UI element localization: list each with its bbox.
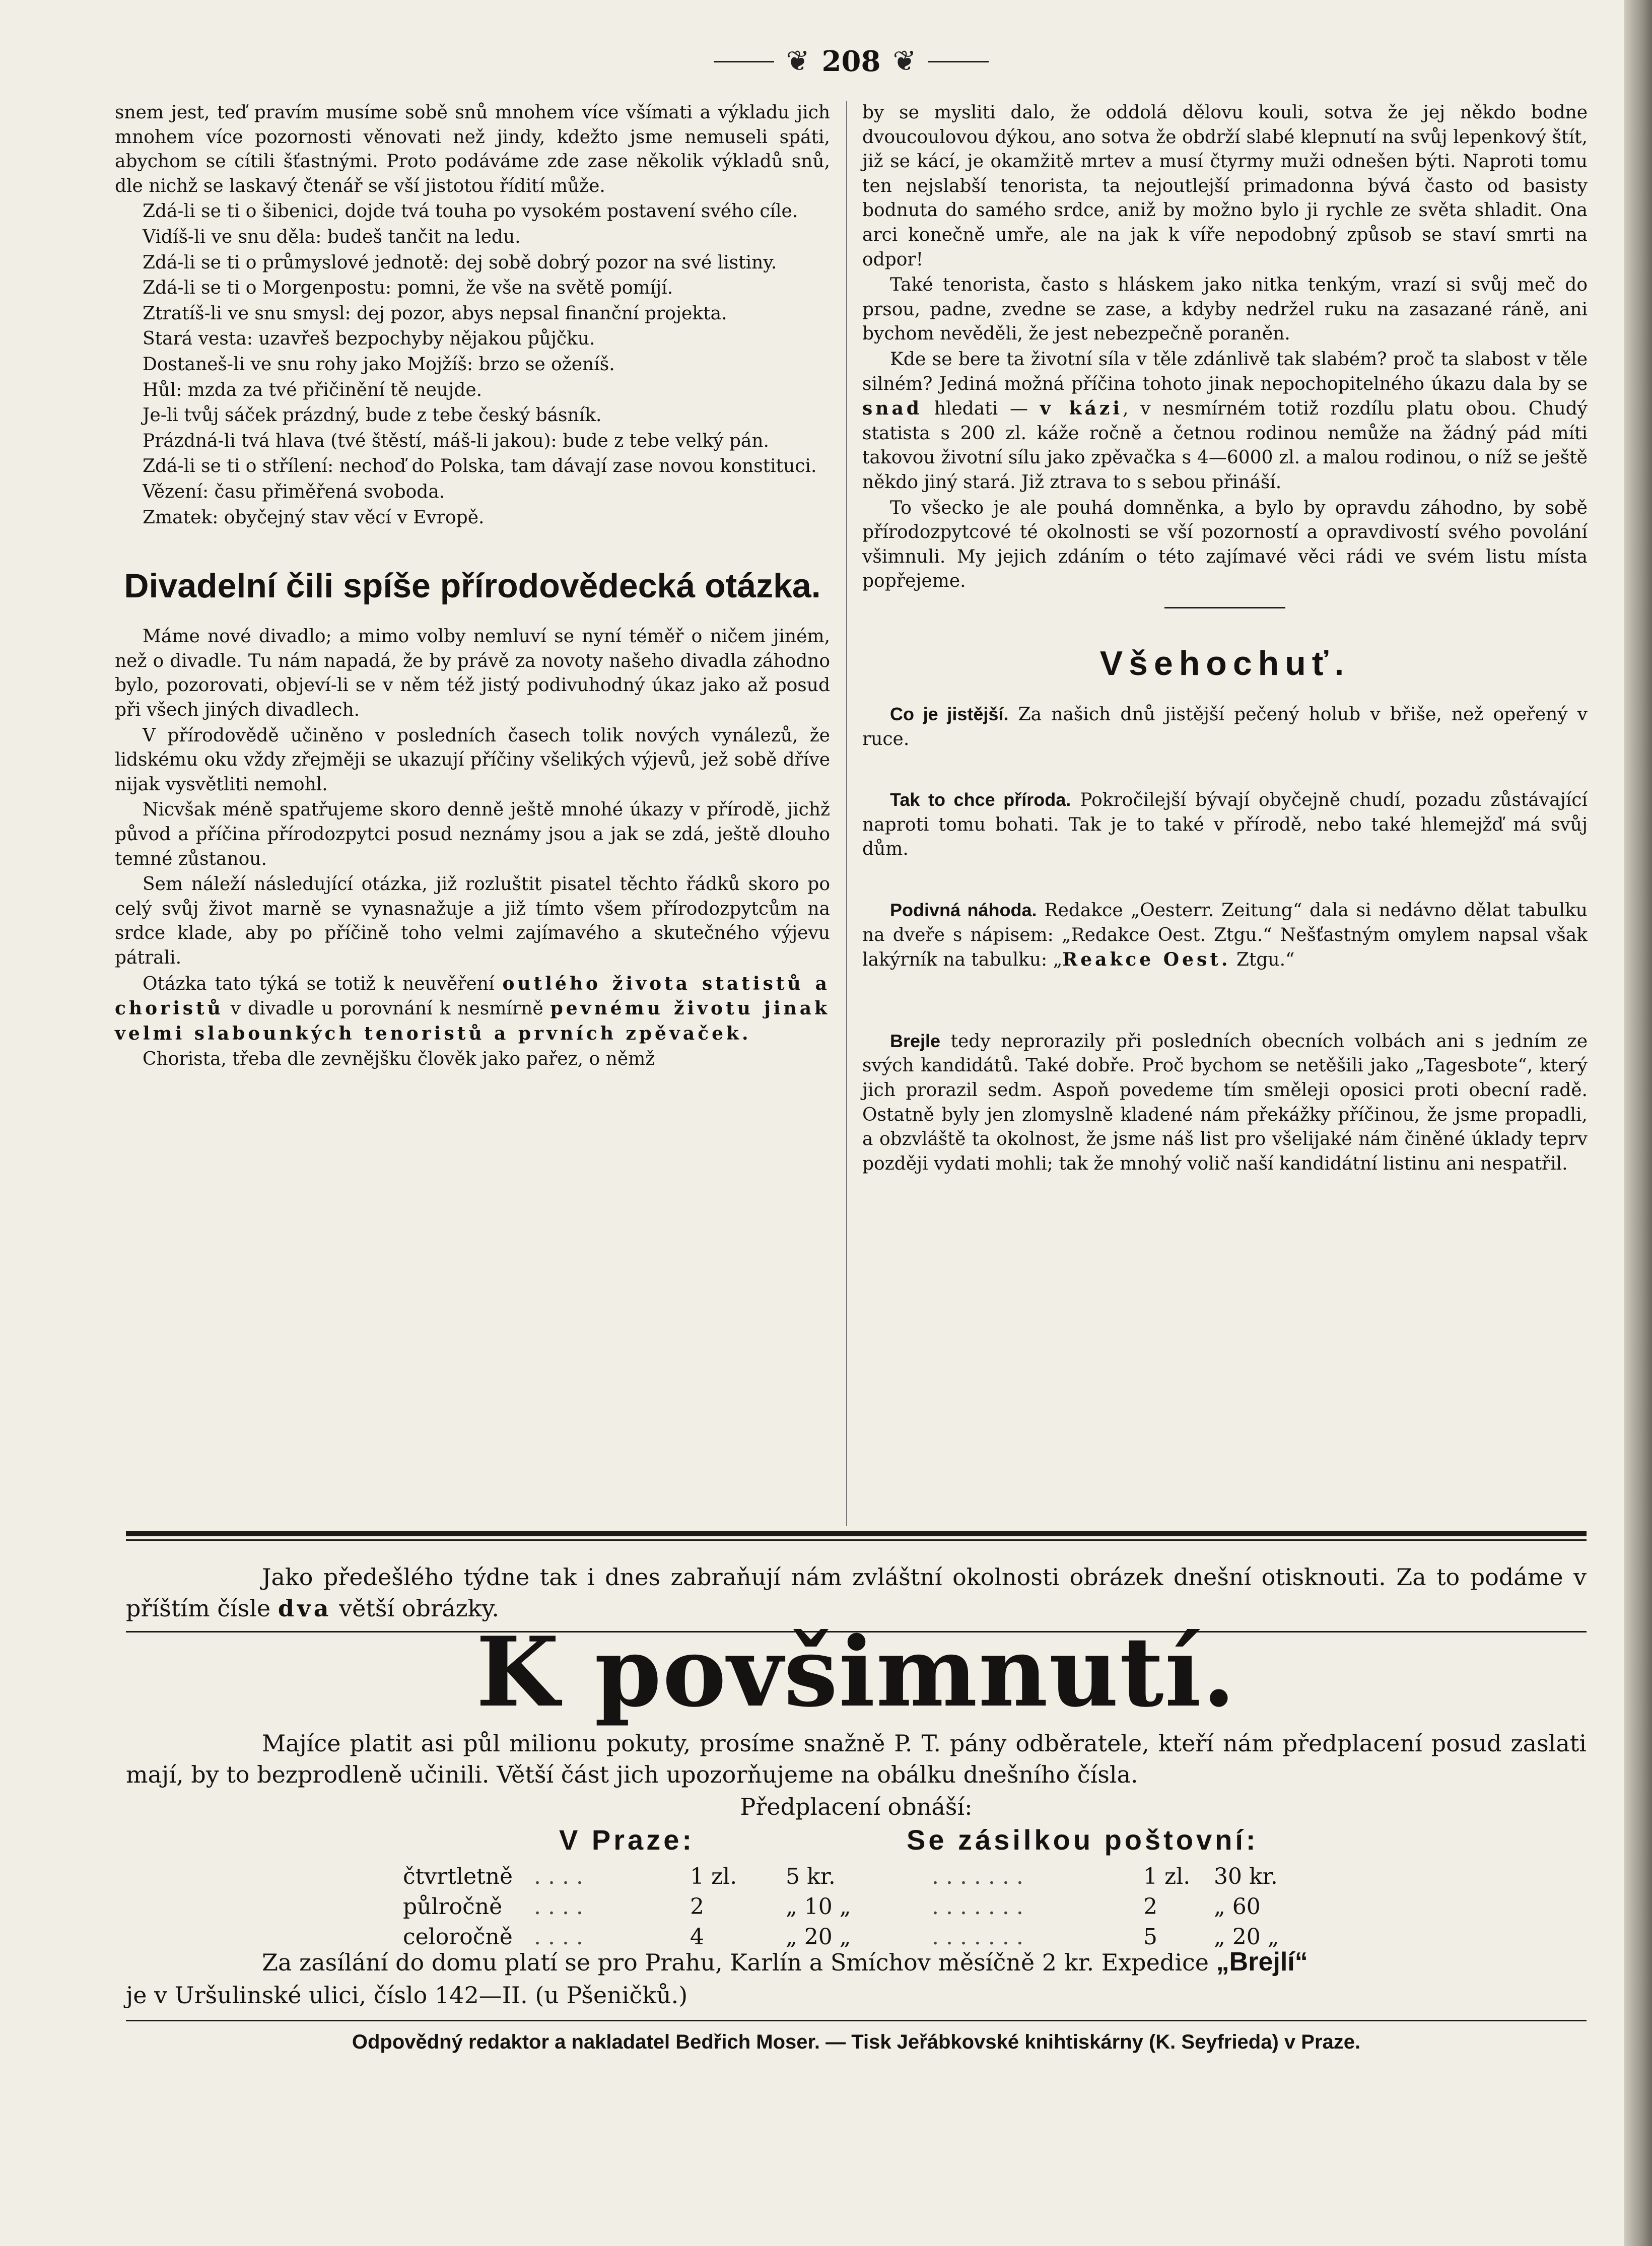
- puzzle-paragraph: [862, 348, 1588, 495]
- price-kr: „ 20 „: [786, 1924, 851, 1950]
- mail-zl: 1 zl.: [1143, 1864, 1191, 1889]
- miscellany-item: [862, 1029, 1588, 1177]
- imprint-divider: [126, 2020, 1587, 2021]
- price-period: půlročně: [403, 1894, 503, 1920]
- item-emphasis: Reakce Oest.: [1062, 949, 1231, 971]
- theatre-paragraph: by se mysliti dalo, že oddolá dělovu kouli, sotva že jej někdo bodne dvoucoulovou dýkou, ano sotva že obdrží slabé klepnutí na svůj lepenkový štít, již se kácí, je okamžitě mrtev a musí čtyrmy muži odnešen býti. Naproti tomu ten nejslabší tenorista, ta nejoutlejší primadonna bývá často od basisty bodnuta do samého srdce, aniž by možno bylo ji rychle ze světa shladit. Ona arci konečně umře, ale na jak k víře nepodobný způsob se staví smrti na odpor!: [862, 102, 1588, 270]
- price-kr: 5 kr.: [786, 1864, 836, 1889]
- spacer: [862, 863, 1588, 898]
- theatre-paragraph: Máme nové divadlo; a mimo volby nemluví se nyní téměř o ničem jiném, než o divadle. Tu nám napadá, že by právě za novoty našeho divadla záhodno bylo, pozorovati, objeví-li se v něm též jistý podivuhodný úkaz jako až posud při všech jiných divadlech.: [115, 626, 830, 721]
- item-text: Pokročilejší bývají obyčejně chudí, pozadu zůstávající naproti tomu bohati. Tak je to také v přírodě, nebo také hlemejžď má svůj dům.: [862, 790, 1588, 860]
- dot-leader: . . . .: [534, 1924, 583, 1950]
- dream-paragraph: Vězení: času přiměřená svoboda.: [143, 481, 445, 502]
- mail-price-heading: Se zásilkou poštovní:: [907, 1824, 1259, 1856]
- dream-paragraph: Je-li tvůj sáček prázdný, bude z tebe český básník.: [143, 405, 602, 426]
- theatre-paragraph: V přírodovědě učiněno v posledních časech tolik nových vynálezů, že lidskému oku vždy zřejměji se ukazují příčiny všelikých výjevů, jež sobě dříve nijak vysvětliti nemohl.: [115, 725, 830, 795]
- item-text: Ztgu.“: [1230, 949, 1295, 971]
- question-emphasis: outlého života statistů a choristů: [115, 973, 830, 1019]
- dot-leader: . . . . . . .: [932, 1924, 1023, 1950]
- ornament-icon: ❦: [786, 45, 810, 78]
- prague-price-heading: V Praze:: [559, 1824, 695, 1856]
- dream-paragraph: Zmatek: obyčejný stav věcí v Evropě.: [143, 507, 485, 528]
- notice-paragraph: [126, 1561, 1587, 1624]
- question-text: v divadle u porovnání k nesmírně: [230, 998, 543, 1019]
- section-rule: [1164, 607, 1285, 608]
- miscellany-item: [862, 702, 1588, 752]
- mail-kr: „ 60: [1214, 1894, 1261, 1920]
- dot-leader: . . . . . . .: [932, 1864, 1023, 1889]
- dream-paragraph: Zdá-li se ti o šibenici, dojde tvá touha po vysokém postavení svého cíle.: [143, 201, 798, 222]
- notice-emphasis: dva: [278, 1595, 332, 1622]
- puzzle-text: hledati —: [934, 398, 1028, 420]
- ornament-icon: ❦: [892, 45, 917, 78]
- delivery-paragraph: [126, 1944, 1587, 1980]
- puzzle-emphasis: v kázi: [1040, 398, 1123, 420]
- page-number: 208: [821, 45, 881, 78]
- item-lead: Brejle: [890, 1030, 941, 1051]
- mail-kr: „ 20 „: [1214, 1924, 1279, 1950]
- page-header: [640, 41, 1063, 82]
- price-kr: „ 10 „: [786, 1894, 851, 1920]
- puzzle-paragraph: To všecko je ale pouhá domněnka, a bylo by opravdu záhodno, by sobě přírodozpytcové té okolnosti se vší pozorností a opravdivostí svého povolání všimnuli. My jejich zdáním o této zajímavé věci rádi ve svém listu místa popřejeme.: [862, 497, 1588, 592]
- section-divider-thin: [126, 1539, 1587, 1541]
- brand-name: „Brejlí“: [1216, 1947, 1308, 1977]
- header-rule-left: [714, 61, 774, 62]
- price-period: čtvrtletně: [403, 1864, 513, 1889]
- dream-paragraph: Stará vesta: uzavřeš bezpochyby nějakou půjčku.: [143, 328, 595, 350]
- dream-paragraph: Hůl: mzda za tvé přičinění tě neujde.: [143, 379, 483, 400]
- puzzle-text: Kde se bere ta životní síla v těle zdánlivě tak slabém? proč ta slabost v těle silném? Jediná možná příčina tohoto jinak nepochopitelného úkazu dala by se: [862, 349, 1588, 394]
- dream-paragraph: Ztratíš-li ve snu smysl: dej pozor, abys nepsal finanční projekta.: [143, 303, 727, 324]
- notice-end: větší obrázky.: [339, 1595, 499, 1622]
- notice-body: Jako předešlého týdne tak i dnes zabraňují nám zvláštní okolnosti obrázek dnešní otisknouti. Za to podáme v příštím čísle: [126, 1563, 1587, 1622]
- spacer: [862, 753, 1588, 788]
- mail-kr: 30 kr.: [1214, 1864, 1278, 1889]
- dream-paragraph: Prázdná-li tvá hlava (tvé štěstí, máš-li jakou): bude z tebe velký pán.: [143, 430, 770, 451]
- puzzle-emphasis: snad: [862, 398, 922, 420]
- mail-zl: 5: [1143, 1924, 1157, 1950]
- right-column: [862, 101, 1588, 1177]
- price-zl: 1 zl.: [690, 1864, 737, 1889]
- price-zl: 2: [690, 1894, 704, 1920]
- delivery-body: Za zasílání do domu platí se pro Prahu, Karlín a Smíchov měsíčně 2 kr. Expedice: [262, 1949, 1209, 1976]
- theatre-paragraph: Sem náleží následující otázka, již rozluštit pisatel těchto řádků skoro po celý svůj život marně se vynasnažuje a již tímto všem přírodozpytcům na srdce klade, aby po příčině toho velmi zajímavého a skutečného výjevu pátrali.: [115, 874, 830, 968]
- imprint: Odpovědný redaktor a nakladatel Bedřich Moser. — Tisk Jeřábkovské knihtiskárny (K. Seyfrieda) v Praze.: [352, 2031, 1361, 2053]
- dream-paragraph: Vidíš-li ve snu děla: budeš tančit na ledu.: [143, 226, 521, 247]
- dream-paragraph: Dostaneš-li ve snu rohy jako Mojžíš: brzo se oženíš.: [143, 354, 615, 375]
- left-column: [115, 101, 830, 1073]
- dot-leader: . . . . . . .: [932, 1894, 1023, 1920]
- theatre-question-paragraph: [115, 972, 830, 1047]
- section-title-theatre: Divadelní čili spíše přírodovědecká otázka.: [124, 567, 821, 605]
- item-lead: Co je jistější.: [890, 704, 1009, 725]
- section-divider: [126, 1531, 1587, 1536]
- section-title-vsehochut: Všehochuť.: [1099, 644, 1350, 683]
- subscription-label: Předplacení obnáší:: [740, 1793, 973, 1820]
- address-line: je v Uršulinské ulici, číslo 142—II. (u Pšeničků.): [126, 1982, 688, 2009]
- price-zl: 4: [690, 1924, 704, 1950]
- price-period: celoročně: [403, 1924, 513, 1950]
- notice-text: [126, 1561, 1587, 1624]
- miscellany-item: [862, 788, 1588, 862]
- announcement-title: K povšimnutí.: [476, 1616, 1236, 1728]
- puzzle-text: , v nesmírném totiž rozdílu platu obou. Chudý statista s 200 zl. káže ročně a četnou rodinou nemůže na žádný pád míti takovou životní sílu jako zpěvačka s 4—6000 zl. a malou rodinou, o níž se ještě někdo jiný stará. Již ztrava to s sebou přináší.: [862, 398, 1588, 493]
- spacer: [862, 974, 1588, 1029]
- miscellany-item: [862, 898, 1588, 973]
- theatre-paragraph: Chorista, třeba dle zevnějšku člověk jako pařez, o němž: [143, 1049, 655, 1070]
- book-spine-shadow: [1624, 0, 1652, 2246]
- item-lead: Podivná náhoda.: [890, 900, 1037, 921]
- item-lead: Tak to chce příroda.: [890, 789, 1071, 810]
- theatre-paragraph: Také tenorista, často s hláskem jako nitka tenkým, vrazí si svůj meč do prsou, padne, zvedne se zase, a kdyby nedržel ruku na zasazané ráně, ani bychom nevěděli, že jest nebezpečně poraněn.: [862, 275, 1588, 345]
- theatre-paragraph: Nicvšak méně spatřujeme skoro denně ještě mnohé úkazy v přírodě, jichž původ a příčina přírodozpytci posud neznámy jsou a jak se zdá, ještě dlouho temné zůstanou.: [115, 799, 830, 869]
- dot-leader: . . . .: [534, 1894, 583, 1920]
- dot-leader: . . . .: [534, 1864, 583, 1889]
- header-rule-right: [928, 61, 989, 62]
- item-text: tedy neprorazily při posledních obecních volbách ani s jedním ze svých kandidátů. Také dobře. Proč bychom se netěšili jako „Tagesbote“, který jich prorazil sedm. Aspoň povedeme tím směleji oposici proti obecní radě. Ostatně byly jen zlomyslně kladené nám překážky příčinou, že jsme propadli, a obzvláště ta okolnost, že jsme náš list pro všelijaké nám činěné úklady teprv později vydati mohli; tak že mnohý volič naší kandidátní listinu ani nespatřil.: [862, 1031, 1588, 1174]
- dream-paragraph: Zdá-li se ti o Morgenpostu: pomni, že vše na světě pomíjí.: [143, 278, 673, 299]
- column-divider: [846, 101, 847, 1526]
- dream-paragraph: Zdá-li se ti o průmyslové jednotě: dej sobě dobrý pozor na své listiny.: [143, 252, 777, 273]
- announcement-text: [126, 1728, 1587, 1790]
- item-text: Za našich dnů jistější pečený holub v břiše, než opeřený v ruce.: [862, 704, 1588, 750]
- announcement-paragraph: Majíce platit asi půl milionu pokuty, prosíme snažně P. T. pány odběratele, kteří nám předplacení posud zaslati mají, by to bezprodleně učinili. Větší část jich upozorňujeme na obálku dnešního čísla.: [126, 1730, 1587, 1789]
- question-text: Otázka tato týká se totiž k neuvěření: [143, 973, 495, 994]
- dream-paragraph: snem jest, teď pravím musíme sobě snů mnohem více všímati a výkladu jich mnohem více pozornosti věnovati než jindy, kdežto jsme nemuseli spáti, abychom se cítili šťastnými. Proto podáváme zde zase několik výkladů snů, dle nichž se laskavý čtenář se vší jistotou řídití může.: [115, 102, 830, 196]
- delivery-text: [126, 1944, 1587, 2011]
- item-text: Redakce „Oesterr. Zeitung“ dala si nedávno dělat tabulku na dveře s nápisem: „Redakce Oest. Ztgu.“ Nešťastným omylem napsal však lakýrník na tabulku: „: [862, 900, 1588, 971]
- mail-zl: 2: [1143, 1894, 1157, 1920]
- dream-paragraph: Zdá-li se ti o střílení: nechoď do Polska, tam dávají zase novou konstituci.: [143, 456, 817, 477]
- question-emphasis: pevnému životu jinak velmi slabounkých tenoristů a prvních zpěvaček.: [115, 998, 831, 1044]
